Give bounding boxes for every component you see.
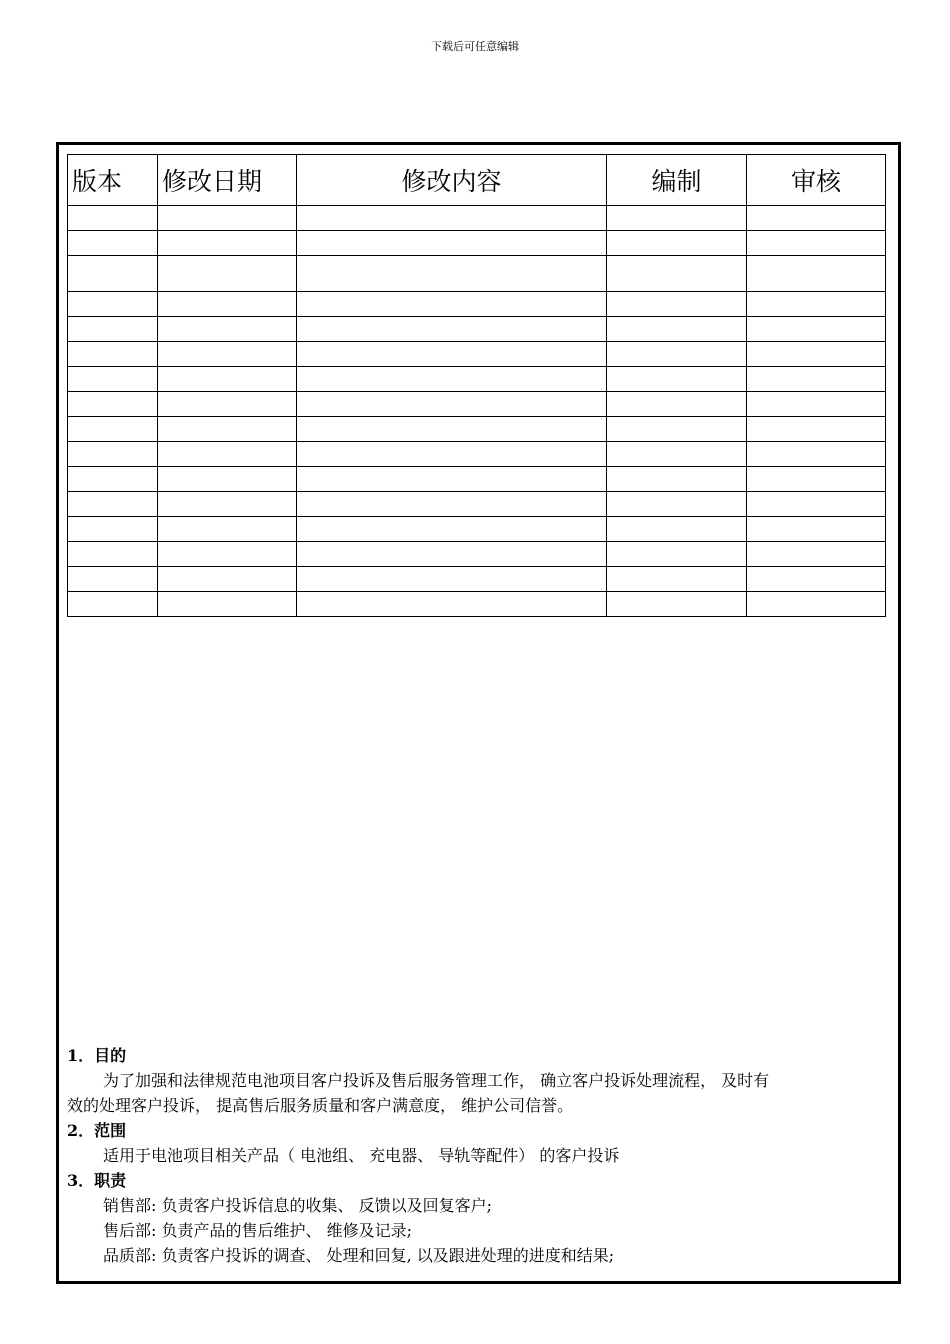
table-cell [747,467,886,492]
table-cell [607,342,747,367]
table-cell [747,517,886,542]
table-cell [158,492,297,517]
table-cell [607,467,747,492]
table-cell [747,492,886,517]
table-cell [297,542,607,567]
header-version: 版本 [68,155,158,206]
table-cell [747,392,886,417]
table-cell [607,592,747,617]
table-cell [158,567,297,592]
table-cell [297,492,607,517]
table-cell [68,517,158,542]
table-cell [68,542,158,567]
table-cell [158,206,297,231]
table-cell [747,367,886,392]
table-cell [158,542,297,567]
table-row [68,492,886,517]
table-cell [297,592,607,617]
table-row [68,292,886,317]
header-editor: 编制 [607,155,747,206]
table-cell [297,206,607,231]
table-cell [297,317,607,342]
section-purpose-line-2: 效的处理客户投诉， 提高售后服务质量和客户满意度， 维护公司信誉。 [67,1096,574,1115]
table-row [68,567,886,592]
table-cell [607,542,747,567]
table-cell [158,292,297,317]
table-cell [607,256,747,292]
table-cell [297,392,607,417]
section-purpose-title: 1．目的 [67,1046,127,1065]
table-cell [747,417,886,442]
table-row [68,467,886,492]
revision-table-header [68,155,886,206]
table-cell [68,256,158,292]
table-row [68,206,886,231]
table-row [68,317,886,342]
table-row [68,231,886,256]
document-body [67,1043,897,1268]
duty-quality: 品质部: 负责客户投诉的调查、 处理和回复, 以及跟进处理的进度和结果; [103,1246,615,1265]
table-cell [158,317,297,342]
table-cell [297,342,607,367]
table-cell [68,342,158,367]
table-cell [747,317,886,342]
table-cell [158,367,297,392]
table-cell [68,367,158,392]
table-cell [297,367,607,392]
table-cell [68,467,158,492]
table-row [68,442,886,467]
table-cell [747,592,886,617]
table-cell [68,231,158,256]
table-cell [68,292,158,317]
table-cell [607,392,747,417]
table-cell [68,206,158,231]
table-row [68,342,886,367]
table-cell [158,342,297,367]
watermark-text: 下载后可任意编辑 [431,40,519,53]
header-reviewer: 审核 [747,155,886,206]
table-cell [158,256,297,292]
table-cell [297,417,607,442]
table-cell [297,256,607,292]
table-cell [297,442,607,467]
section-scope-title: 2．范围 [67,1121,127,1140]
table-row [68,256,886,292]
table-cell [68,492,158,517]
table-cell [747,231,886,256]
table-cell [607,417,747,442]
table-cell [607,567,747,592]
section-purpose-line-1: 为了加强和法律规范电池项目客户投诉及售后服务管理工作， 确立客户投诉处理流程， 及时有 [103,1071,770,1090]
table-cell [297,231,607,256]
table-row [68,592,886,617]
duty-after-sales: 售后部: 负责产品的售后维护、 维修及记录; [103,1221,412,1240]
table-cell [158,517,297,542]
table-cell [747,206,886,231]
table-cell [68,392,158,417]
table-cell [68,567,158,592]
table-cell [158,592,297,617]
table-cell [607,367,747,392]
header-content: 修改内容 [297,155,607,206]
table-cell [158,231,297,256]
duty-sales: 销售部: 负责客户投诉信息的收集、 反馈以及回复客户; [103,1196,492,1215]
table-cell [158,417,297,442]
table-cell [747,542,886,567]
table-cell [747,256,886,292]
table-cell [747,442,886,467]
document-frame [56,142,901,1284]
table-cell [607,231,747,256]
table-row [68,367,886,392]
table-cell [607,517,747,542]
table-cell [747,342,886,367]
table-row [68,417,886,442]
revision-table [67,154,886,617]
table-cell [68,417,158,442]
table-cell [607,206,747,231]
table-cell [607,317,747,342]
table-cell [297,567,607,592]
table-cell [158,442,297,467]
table-cell [747,567,886,592]
table-cell [158,392,297,417]
section-scope-line: 适用于电池项目相关产品（ 电池组、 充电器、 导轨等配件） 的客户投诉 [103,1146,620,1165]
table-cell [68,592,158,617]
table-cell [607,492,747,517]
table-cell [158,467,297,492]
table-cell [607,442,747,467]
table-cell [607,292,747,317]
table-cell [297,467,607,492]
table-row [68,392,886,417]
table-row [68,542,886,567]
table-cell [68,317,158,342]
header-date: 修改日期 [158,155,297,206]
section-duty-title: 3．职责 [67,1171,127,1190]
table-row [68,517,886,542]
table-cell [297,517,607,542]
table-cell [297,292,607,317]
table-cell [68,442,158,467]
table-cell [747,292,886,317]
